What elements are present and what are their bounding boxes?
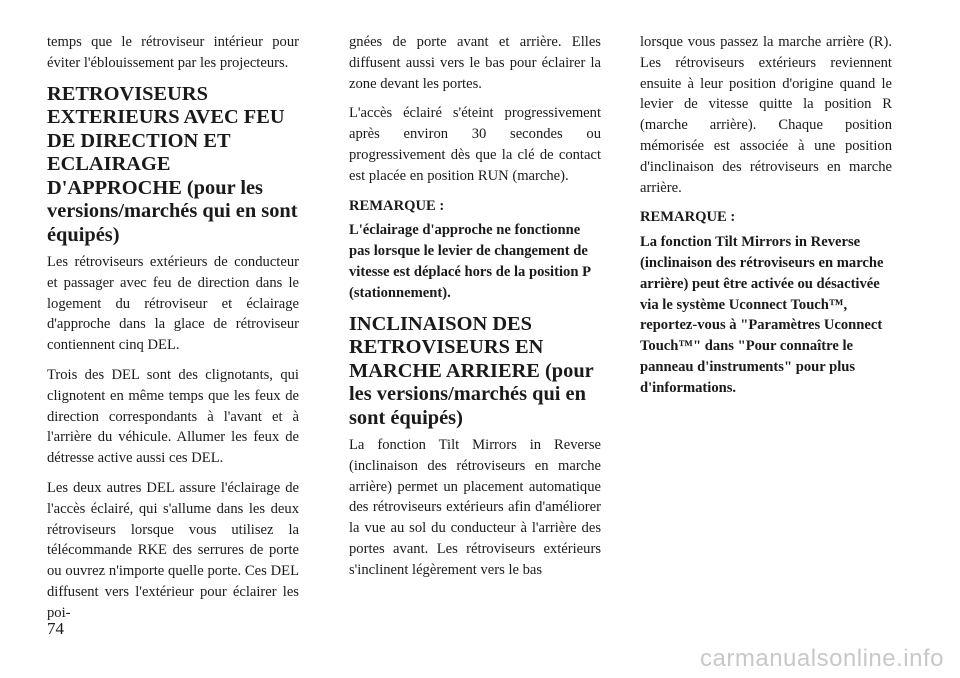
section-heading-tilt-mirrors: INCLINAISON DES RETROVISEURS EN MARCHE ARRIERE (pour les versions/marchés qui en sont équipés) [349, 312, 594, 429]
body-paragraph: Les rétroviseurs extérieurs de conducteur et passager avec feu de direction dans le logement du rétroviseur et éclairage d'approche dans la glace de rétroviseur contiennent cinq DEL. [47, 254, 299, 354]
note-label: REMARQUE : [640, 209, 736, 226]
note-label: REMARQUE : [349, 197, 445, 214]
column-right [640, 32, 892, 408]
column-middle [349, 32, 601, 590]
body-paragraph: lorsque vous passez la marche arrière (R). Les rétroviseurs extérieurs reviennent ensuite à leur position d'origine quand le levier de vitesse quitte la position R (marche arrière). Chaque position mémorisée est associée à une position d'inclinaison des rétroviseurs en marche arrière. [640, 34, 892, 196]
column-left [47, 32, 299, 633]
page-number: 74 [47, 619, 64, 638]
section-heading-exterior-mirrors: RETROVISEURS EXTERIEURS AVEC FEU DE DIRECTION ET ECLAIRAGE D'APPROCHE (pour les versions/marchés qui en sont équipés) [47, 82, 298, 246]
body-paragraph: gnées de porte avant et arrière. Elles diffusent aussi vers le bas pour éclairer la zone devant les portes. [349, 34, 601, 92]
body-paragraph: L'accès éclairé s'éteint progressivement après environ 30 secondes ou progressivement dès que la clé de contact est placée en position RUN (marche). [349, 105, 601, 184]
watermark: carmanualsonline.info [700, 645, 944, 672]
body-paragraph: Trois des DEL sont des clignotants, qui clignotent en même temps que les feux de direction correspondants à l'avant et à l'arrière du véhicule. Allumer les feux de détresse active aussi ces DEL. [47, 367, 299, 467]
note-text: L'éclairage d'approche ne fonctionne pas lorsque le levier de changement de vitesse est déplacé hors de la position P (stationnement). [349, 222, 591, 301]
note-text: La fonction Tilt Mirrors in Reverse (inclinaison des rétroviseurs en marche arrière) peut être activée ou désactivée via le système Uconnect Touch™, reportez-vous à "Paramètres Uconnect Touch™" dans "Pour connaître le panneau d'instruments" pour plus d'informations. [640, 234, 884, 396]
body-paragraph: Les deux autres DEL assure l'éclairage de l'accès éclairé, qui s'allume dans les deux rétroviseurs lorsque vous utilisez la télécommande RKE des serrures de porte ou ouvrez n'importe quelle porte. Ces DEL diffusent vers l'extérieur pour éclairer les poi- [47, 480, 299, 621]
body-paragraph: La fonction Tilt Mirrors in Reverse (inclinaison des rétroviseurs en marche arrière) permet un placement automatique des rétroviseurs extérieurs afin d'améliorer la vue au sol du conducteur à l'arrière des portes avant. Les rétroviseurs extérieurs s'inclinent légèrement vers le bas [349, 437, 601, 578]
intro-paragraph: temps que le rétroviseur intérieur pour éviter l'éblouissement par les projecteurs. [47, 34, 299, 71]
